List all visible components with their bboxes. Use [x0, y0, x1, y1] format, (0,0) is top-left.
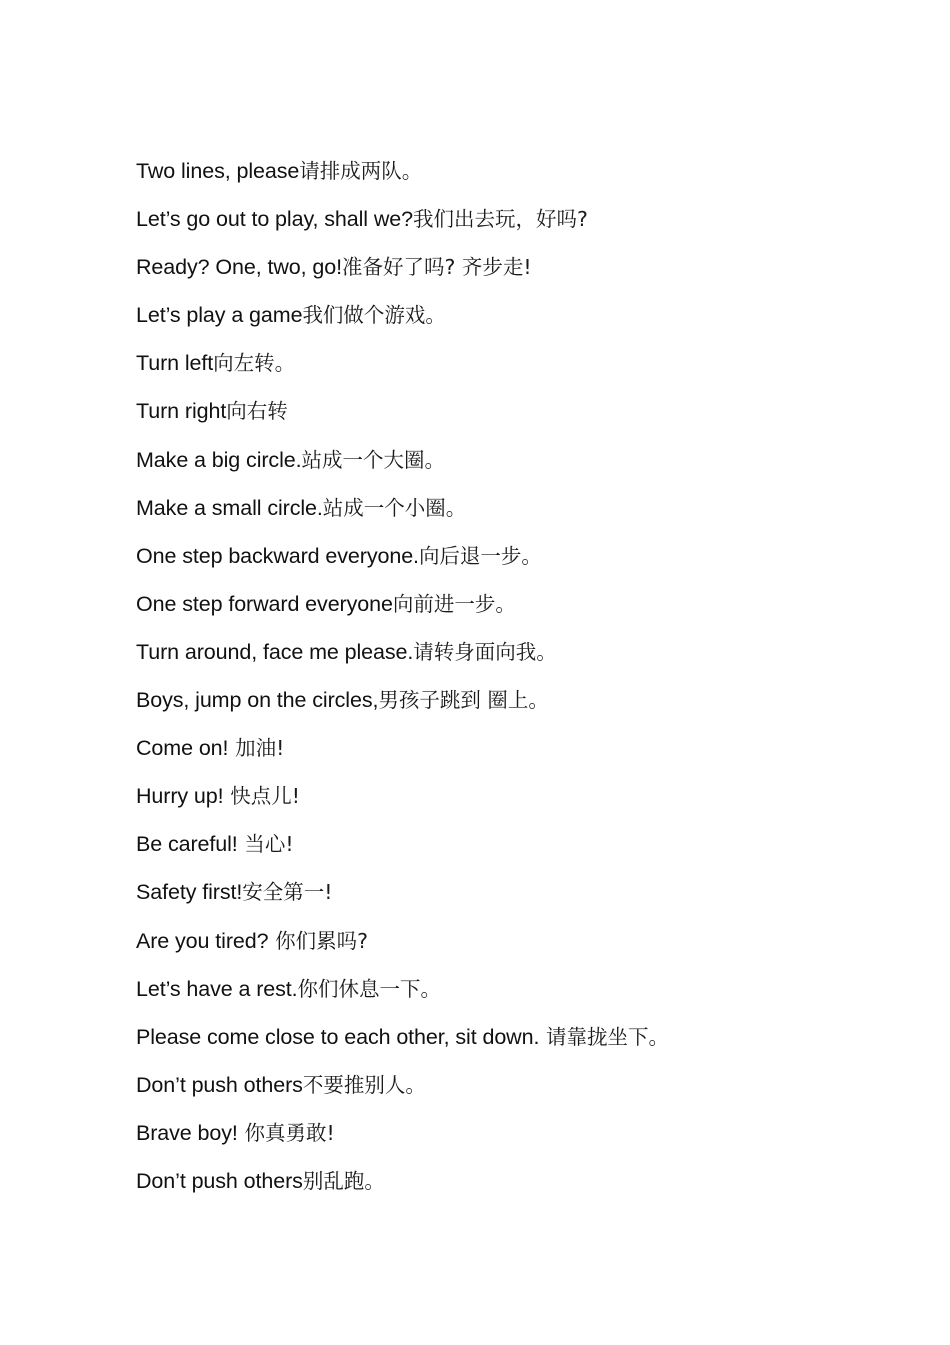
phrase-line	[136, 583, 896, 631]
chinese-phrase: 请排成两队。	[299, 159, 423, 183]
phrase-line	[136, 150, 896, 198]
english-phrase: Make a big circle.	[136, 447, 302, 472]
english-phrase: One step forward everyone	[136, 591, 393, 616]
phrase-line	[136, 1160, 896, 1208]
phrase-line	[136, 246, 896, 294]
phrase-line	[136, 535, 896, 583]
chinese-phrase: 站成一个小圈。	[322, 495, 467, 520]
english-phrase: Turn right	[136, 399, 227, 424]
phrase-line	[136, 1064, 896, 1112]
chinese-phrase: 男孩子跳到 圈上。	[378, 688, 549, 713]
english-phrase: Are you tired?	[136, 928, 269, 953]
chinese-phrase: 站成一个大圈。	[301, 447, 445, 472]
phrase-line	[136, 198, 896, 246]
chinese-phrase: 请转身面向我。	[413, 639, 557, 664]
english-phrase: Safety first!	[136, 880, 243, 905]
english-phrase: Hurry up!	[136, 784, 224, 809]
chinese-phrase: 请靠拢坐下。	[546, 1024, 670, 1049]
english-phrase: Boys, jump on the circles,	[136, 688, 379, 713]
phrase-line	[136, 294, 896, 342]
phrase-line	[136, 727, 896, 775]
chinese-phrase: 向左转。	[213, 351, 296, 376]
english-phrase: Ready? One, two, go!	[136, 255, 342, 280]
chinese-phrase: 你真勇敢!	[244, 1120, 335, 1145]
phrase-line	[136, 342, 896, 390]
phrase-line	[136, 487, 896, 535]
phrase-line	[136, 968, 896, 1016]
phrase-line	[136, 390, 896, 438]
chinese-phrase: 你们休息一下。	[297, 976, 442, 1001]
english-phrase: Turn left	[136, 351, 214, 376]
phrase-line	[136, 871, 896, 919]
phrase-line	[136, 920, 896, 968]
chinese-phrase: 快点儿!	[230, 784, 300, 809]
chinese-phrase: 你们累吗?	[275, 928, 369, 953]
english-phrase: Let’s have a rest.	[136, 976, 298, 1001]
english-phrase: Make a small circle.	[136, 495, 323, 520]
english-phrase: Let’s play a game	[136, 303, 303, 328]
chinese-phrase: 向右转	[226, 399, 288, 424]
chinese-phrase: 准备好了吗? 齐步走!	[341, 255, 532, 280]
chinese-phrase: 我们做个游戏。	[302, 303, 446, 328]
english-phrase: Brave boy!	[136, 1120, 238, 1145]
english-phrase: Please come close to each other, sit down.	[136, 1024, 540, 1049]
chinese-phrase: 我们出去玩，好吗?	[412, 207, 588, 232]
english-phrase: Two lines, please	[136, 159, 300, 183]
phrase-line	[136, 631, 896, 679]
english-phrase: Come on!	[136, 736, 229, 761]
phrase-line	[136, 823, 896, 871]
chinese-phrase: 向前进一步。	[392, 591, 516, 616]
phrase-line	[136, 679, 896, 727]
english-phrase: Don’t push others	[136, 1072, 303, 1097]
chinese-phrase: 向后退一步。	[418, 543, 542, 568]
chinese-phrase: 加油!	[235, 736, 285, 761]
chinese-phrase: 别乱跑。	[302, 1168, 385, 1193]
chinese-phrase: 安全第一!	[242, 880, 333, 905]
phrase-line	[136, 775, 896, 823]
chinese-phrase: 不要推别人。	[302, 1072, 426, 1097]
phrase-line	[136, 1112, 896, 1160]
english-phrase: Be careful!	[136, 832, 238, 857]
phrase-list	[136, 150, 896, 1208]
phrase-line	[136, 1016, 896, 1064]
chinese-phrase: 当心!	[244, 832, 294, 857]
english-phrase: Don’t push others	[136, 1168, 303, 1193]
phrase-line	[136, 439, 896, 487]
english-phrase: One step backward everyone.	[136, 543, 419, 568]
english-phrase: Let’s go out to play, shall we?	[136, 207, 413, 232]
english-phrase: Turn around, face me please.	[136, 639, 414, 664]
